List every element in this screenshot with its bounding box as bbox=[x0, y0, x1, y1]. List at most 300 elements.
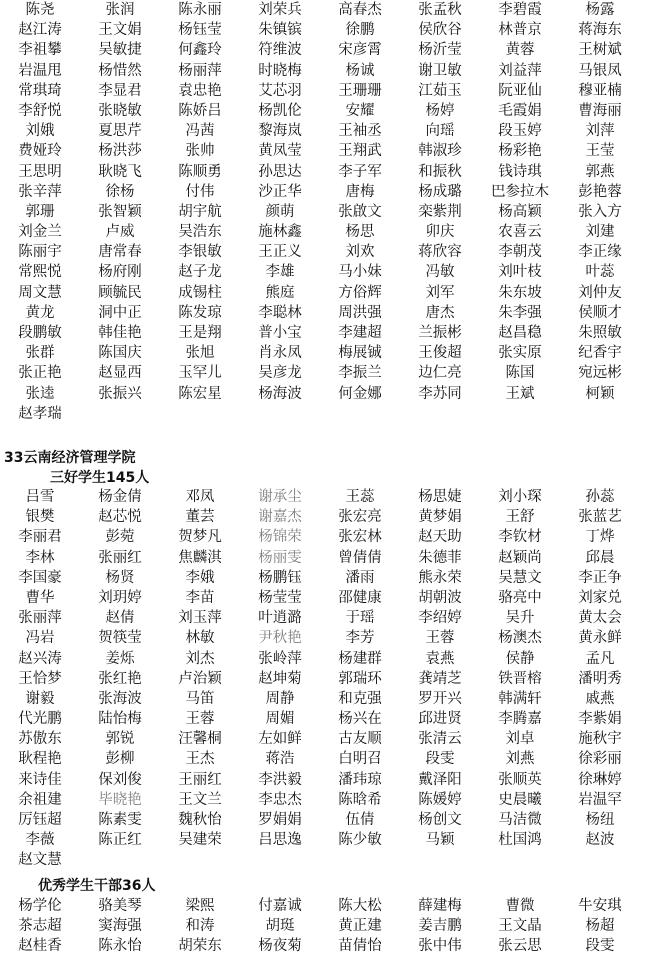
name-entry: 吴彦龙 bbox=[258, 365, 302, 382]
name-entry: 杨府刚 bbox=[98, 264, 142, 281]
name-entry: 熊庭 bbox=[265, 284, 295, 301]
name-entry: 王莹 bbox=[585, 143, 615, 160]
name-entry: 李林 bbox=[25, 549, 55, 566]
name-entry: 朱镇镔 bbox=[258, 22, 302, 39]
name-entry: 赵倩 bbox=[105, 610, 135, 627]
name-entry: 于瑶 bbox=[345, 610, 375, 627]
name-entry: 杨金倩 bbox=[98, 489, 142, 505]
name-entry: 岩温甩 bbox=[18, 62, 62, 79]
name-entry: 刘益萍 bbox=[498, 62, 542, 79]
name-entry: 李显君 bbox=[98, 82, 142, 99]
name-entry: 杨建群 bbox=[338, 650, 382, 667]
name-entry: 杨贤 bbox=[105, 569, 135, 586]
name-entry: 沙正华 bbox=[258, 183, 302, 200]
name-entry: 付伟 bbox=[185, 183, 215, 200]
name-entry: 曹华 bbox=[25, 589, 55, 606]
name-entry: 罗娟娟 bbox=[258, 812, 302, 828]
name-entry: 贺梦凡 bbox=[178, 529, 222, 546]
name-entry: 李国豪 bbox=[18, 569, 62, 586]
name-entry: 王翔武 bbox=[338, 143, 382, 160]
name-entry: 赵显西 bbox=[98, 365, 142, 382]
name-entry: 陈尧 bbox=[25, 2, 55, 18]
name-entry: 李钦材 bbox=[498, 529, 542, 546]
name-entry: 李苏同 bbox=[418, 385, 462, 402]
name-entry: 何鑫玲 bbox=[178, 42, 222, 59]
name-entry: 张旭 bbox=[185, 345, 215, 362]
name-entry: 张丽萍 bbox=[18, 610, 62, 627]
name-entry: 和振秋 bbox=[418, 163, 462, 180]
name-entry: 陈永怡 bbox=[98, 938, 142, 955]
name-entry: 周静 bbox=[265, 690, 295, 707]
name-entry: 王斌 bbox=[505, 385, 535, 402]
name-entry: 张实原 bbox=[498, 345, 542, 362]
name-entry: 孟凡 bbox=[585, 650, 615, 667]
name-entry: 施林鑫 bbox=[258, 224, 302, 241]
name-entry: 何金娜 bbox=[338, 385, 382, 402]
name-entry: 骆亮中 bbox=[498, 589, 542, 606]
name-entry: 付嘉诚 bbox=[258, 898, 302, 914]
name-entry: 张海波 bbox=[98, 690, 142, 707]
name-entry: 王是翔 bbox=[178, 325, 222, 341]
name-entry: 和涛 bbox=[185, 918, 215, 935]
name-entry: 陈媛婷 bbox=[418, 791, 462, 808]
name-entry: 唐常春 bbox=[98, 244, 142, 261]
name-entry: 吕雪 bbox=[25, 489, 55, 505]
name-entry: 杨思 bbox=[345, 224, 375, 241]
name-entry: 谢嘉杰 bbox=[258, 509, 302, 526]
name-entry: 邵健康 bbox=[338, 589, 382, 606]
name-entry: 孙思达 bbox=[258, 163, 302, 180]
name-entry: 成锡柱 bbox=[178, 284, 222, 301]
name-entry: 张宏亮 bbox=[338, 509, 382, 526]
name-entry: 陆怡梅 bbox=[98, 711, 142, 728]
name-entry: 胡珽 bbox=[265, 918, 295, 935]
name-entry: 赵芯悦 bbox=[98, 509, 142, 526]
name-entry: 常琪琦 bbox=[18, 82, 62, 99]
name-entry: 袁燕 bbox=[425, 650, 455, 667]
name-entry: 陈晗希 bbox=[338, 791, 382, 808]
name-entry: 张中伟 bbox=[418, 938, 462, 955]
name-entry: 张蓝艺 bbox=[578, 509, 622, 526]
name-entry: 李舒悦 bbox=[18, 102, 62, 119]
name-entry: 周文慧 bbox=[18, 284, 62, 301]
name-entry: 冯敏 bbox=[425, 264, 455, 281]
name-entry: 江茹玉 bbox=[418, 82, 462, 99]
name-entry: 韩佳艳 bbox=[98, 325, 142, 341]
name-entry: 叶蕊 bbox=[585, 264, 615, 281]
name-entry: 李丽君 bbox=[18, 529, 62, 546]
name-entry: 胡荣东 bbox=[178, 938, 222, 955]
name-entry: 李腾嘉 bbox=[498, 711, 542, 728]
name-entry: 张宏林 bbox=[338, 529, 382, 546]
name-entry: 刘卓 bbox=[505, 731, 535, 748]
name-entry: 姜烁 bbox=[105, 650, 135, 667]
name-entry: 刘仲友 bbox=[578, 284, 622, 301]
name-entry: 李振兰 bbox=[338, 365, 382, 382]
name-entry: 牛安琪 bbox=[578, 898, 622, 914]
name-entry: 艾芯羽 bbox=[258, 82, 302, 99]
name-entry: 普小宝 bbox=[258, 325, 302, 341]
name-entry: 张云思 bbox=[498, 938, 542, 955]
name-entry: 汪馨桐 bbox=[178, 731, 222, 748]
name-entry: 杨沂莹 bbox=[418, 42, 462, 59]
name-entry: 王蓉 bbox=[425, 630, 455, 647]
name-entry: 潘雨 bbox=[345, 569, 375, 586]
name-entry: 徐杨 bbox=[105, 183, 135, 200]
name-entry: 杨洪莎 bbox=[98, 143, 142, 160]
name-entry: 吕思逸 bbox=[258, 832, 302, 849]
name-entry: 黄梦娟 bbox=[418, 509, 462, 526]
name-entry: 刘荣兵 bbox=[258, 2, 302, 18]
name-entry: 古友顺 bbox=[338, 731, 382, 748]
name-entry: 胡朝波 bbox=[418, 589, 462, 606]
name-entry: 赵子龙 bbox=[178, 264, 222, 281]
name-entry: 姜吉鹏 bbox=[418, 918, 462, 935]
name-entry: 吴慧文 bbox=[498, 569, 542, 586]
name-entry: 李忠杰 bbox=[258, 791, 302, 808]
name-entry: 张逵 bbox=[25, 385, 55, 402]
name-entry: 蒋浩 bbox=[265, 751, 295, 768]
name-entry: 杨婷 bbox=[425, 102, 455, 119]
name-entry: 王杰 bbox=[185, 751, 215, 768]
name-entry: 兰振彬 bbox=[418, 325, 462, 341]
name-entry: 茶志超 bbox=[18, 918, 62, 935]
name-entry: 杨莹莹 bbox=[258, 589, 302, 606]
name-entry: 谢卫敏 bbox=[418, 62, 462, 79]
name-entry: 卯庆 bbox=[425, 224, 455, 241]
name-entry: 赵波 bbox=[585, 832, 615, 849]
name-entry: 杨丽雯 bbox=[258, 549, 302, 566]
name-entry: 郭燕 bbox=[585, 163, 615, 180]
name-entry: 林普京 bbox=[498, 22, 542, 39]
name-entry: 邱进贤 bbox=[418, 711, 462, 728]
name-entry: 张红艳 bbox=[98, 670, 142, 687]
name-entry: 张正艳 bbox=[18, 365, 62, 382]
name-entry: 潘玮琼 bbox=[338, 771, 382, 788]
name-entry: 徐鹏 bbox=[345, 22, 375, 39]
name-entry: 蒋欣容 bbox=[418, 244, 462, 261]
name-entry: 张岭萍 bbox=[258, 650, 302, 667]
name-entry: 铁晋榕 bbox=[498, 670, 542, 687]
name-entry: 王恰梦 bbox=[18, 670, 62, 687]
name-entry: 毛霞娟 bbox=[498, 102, 542, 119]
name-entry: 赵颖尚 bbox=[498, 549, 542, 566]
name-entry: 曾倩倩 bbox=[338, 549, 382, 566]
name-entry: 段玉婷 bbox=[498, 123, 542, 140]
name-entry: 周媚 bbox=[265, 711, 295, 728]
name-entry: 吴浩东 bbox=[178, 224, 222, 241]
name-entry: 卢威 bbox=[105, 224, 135, 241]
name-entry: 马银凤 bbox=[578, 62, 622, 79]
name-entry: 曹微 bbox=[505, 898, 535, 914]
name-entry: 穆亚楠 bbox=[578, 82, 622, 99]
name-entry: 代光鹏 bbox=[18, 711, 62, 728]
name-entry: 银樊 bbox=[25, 509, 55, 526]
name-entry: 杨锦荣 bbox=[258, 529, 302, 546]
name-entry: 冯茜 bbox=[185, 123, 215, 140]
name-entry: 安耀 bbox=[345, 102, 375, 119]
name-entry: 符维波 bbox=[258, 42, 302, 59]
name-entry: 杨海波 bbox=[258, 385, 302, 402]
name-entry: 张清云 bbox=[418, 731, 462, 748]
name-entry: 潘明秀 bbox=[578, 670, 622, 687]
name-entry: 黎海岚 bbox=[258, 123, 302, 140]
name-entry: 熊永荣 bbox=[418, 569, 462, 586]
name-entry: 朱东坡 bbox=[498, 284, 542, 301]
name-entry: 王文兰 bbox=[178, 791, 222, 808]
name-entry: 赵孝瑞 bbox=[18, 405, 62, 422]
name-entry: 刘金兰 bbox=[18, 224, 62, 241]
name-entry: 王正义 bbox=[258, 244, 302, 261]
name-entry: 朱照敏 bbox=[578, 325, 622, 341]
name-entry: 陈大松 bbox=[338, 898, 382, 914]
name-entry: 侯欣谷 bbox=[418, 22, 462, 39]
name-entry: 罗开兴 bbox=[418, 690, 462, 707]
name-entry: 陈发琼 bbox=[178, 304, 222, 321]
name-entry: 冯岩 bbox=[25, 630, 55, 647]
name-entry: 王蕊 bbox=[345, 489, 375, 505]
college-heading: 33云南经济管理学院 bbox=[4, 450, 136, 466]
name-entry: 黄蓉 bbox=[505, 42, 535, 59]
name-entry: 杨凯伦 bbox=[258, 102, 302, 119]
name-entry: 叶逍潞 bbox=[258, 610, 302, 627]
name-entry: 段雯 bbox=[425, 751, 455, 768]
name-entry: 王丽红 bbox=[178, 771, 222, 788]
name-entry: 时晓梅 bbox=[258, 62, 302, 79]
name-entry: 赵桂香 bbox=[18, 938, 62, 955]
name-entry: 陈素雯 bbox=[98, 812, 142, 828]
name-entry: 王俊超 bbox=[418, 345, 462, 362]
name-entry: 李聪林 bbox=[258, 304, 302, 321]
name-entry: 赵文慧 bbox=[18, 852, 62, 869]
name-entry: 高春杰 bbox=[338, 2, 382, 18]
name-entry: 徐琳婷 bbox=[578, 771, 622, 788]
name-entry: 刘家兑 bbox=[578, 589, 622, 606]
name-entry: 李雄 bbox=[265, 264, 295, 281]
excellent-cadres-list bbox=[0, 896, 640, 957]
name-entry: 夏思芹 bbox=[98, 123, 142, 140]
name-entry: 彭柳 bbox=[105, 751, 135, 768]
name-entry: 张晓敏 bbox=[98, 102, 142, 119]
name-entry: 李祖攀 bbox=[18, 42, 62, 59]
name-entry: 黄正建 bbox=[338, 918, 382, 935]
name-entry: 张丽红 bbox=[98, 549, 142, 566]
name-entry: 薛建梅 bbox=[418, 898, 462, 914]
name-entry: 张辛萍 bbox=[18, 183, 62, 200]
three-good-students-list bbox=[0, 487, 640, 871]
name-entry: 杨彩艳 bbox=[498, 143, 542, 160]
name-entry: 彭菀 bbox=[105, 529, 135, 546]
name-entry: 赵天助 bbox=[418, 529, 462, 546]
name-entry: 黄龙 bbox=[25, 304, 55, 321]
name-entry: 王珊珊 bbox=[338, 82, 382, 99]
name-entry: 蒋海东 bbox=[578, 22, 622, 39]
name-entry: 刘叶枝 bbox=[498, 264, 542, 281]
name-entry: 白明召 bbox=[338, 751, 382, 768]
name-entry: 陈正红 bbox=[98, 832, 142, 849]
name-entry: 钱诗琪 bbox=[498, 163, 542, 180]
name-entry: 洞中正 bbox=[98, 304, 142, 321]
name-entry: 吴升 bbox=[505, 610, 535, 627]
name-entry: 张入方 bbox=[578, 203, 622, 220]
name-entry: 刘建 bbox=[585, 224, 615, 241]
name-entry: 韩淑珍 bbox=[418, 143, 462, 160]
name-entry: 董芸 bbox=[185, 509, 215, 526]
name-entry: 侯顺才 bbox=[578, 304, 622, 321]
name-entry: 巴参拉木 bbox=[491, 183, 549, 200]
name-entry: 马小妹 bbox=[338, 264, 382, 281]
name-entry: 刘玥婷 bbox=[98, 589, 142, 606]
name-entry: 费娅玲 bbox=[18, 143, 62, 160]
name-entry: 韩满轩 bbox=[498, 690, 542, 707]
name-entry: 李芳 bbox=[345, 630, 375, 647]
name-entry: 刘燕 bbox=[505, 751, 535, 768]
name-entry: 赵昌稳 bbox=[498, 325, 542, 341]
name-entry: 陈顺勇 bbox=[178, 163, 222, 180]
name-entry: 林敏 bbox=[185, 630, 215, 647]
name-entry: 刘玉萍 bbox=[178, 610, 222, 627]
name-entry: 孙蕊 bbox=[585, 489, 615, 505]
name-entry: 贺筷莹 bbox=[98, 630, 142, 647]
name-entry: 刘杰 bbox=[185, 650, 215, 667]
name-entry: 杨夜菊 bbox=[258, 938, 302, 955]
name-entry: 王树斌 bbox=[578, 42, 622, 59]
name-entry: 玉罕儿 bbox=[178, 365, 222, 382]
name-entry: 李娥 bbox=[185, 569, 215, 586]
name-entry: 肖永凤 bbox=[258, 345, 302, 362]
name-entry: 李正缘 bbox=[578, 244, 622, 261]
name-entry: 杨露 bbox=[585, 2, 615, 18]
name-entry: 苏傲东 bbox=[18, 731, 62, 748]
name-entry: 张振兴 bbox=[98, 385, 142, 402]
name-entry: 李薇 bbox=[25, 832, 55, 849]
name-entry: 唐杰 bbox=[425, 304, 455, 321]
name-entry: 杨成璐 bbox=[418, 183, 462, 200]
name-entry: 李银敏 bbox=[178, 244, 222, 261]
name-entry: 马颖 bbox=[425, 832, 455, 849]
name-entry: 张帅 bbox=[185, 143, 215, 160]
name-entry: 侯静 bbox=[505, 650, 535, 667]
name-entry: 杨鹏钰 bbox=[258, 569, 302, 586]
name-entry: 尹秋艳 bbox=[258, 630, 302, 647]
name-entry: 黄凤莹 bbox=[258, 143, 302, 160]
name-entry: 吴敏捷 bbox=[98, 42, 142, 59]
name-entry: 王袖丞 bbox=[338, 123, 382, 140]
name-entry: 来诗佳 bbox=[18, 771, 62, 788]
name-entry: 赵坤菊 bbox=[258, 670, 302, 687]
name-entry: 郭锐 bbox=[105, 731, 135, 748]
name-entry: 杨学伦 bbox=[18, 898, 62, 914]
name-entry: 农喜云 bbox=[498, 224, 542, 241]
name-entry: 李苗 bbox=[185, 589, 215, 606]
name-entry: 陈娇吕 bbox=[178, 102, 222, 119]
name-entry: 马洁微 bbox=[498, 812, 542, 828]
name-entry: 王蓉 bbox=[185, 711, 215, 728]
name-entry: 杨惜然 bbox=[98, 62, 142, 79]
name-entry: 苗倩怡 bbox=[338, 938, 382, 955]
name-entry: 杨兴在 bbox=[338, 711, 382, 728]
name-entry: 郭珊 bbox=[25, 203, 55, 220]
name-entry: 顾毓民 bbox=[98, 284, 142, 301]
name-entry: 赵江涛 bbox=[18, 22, 62, 39]
name-entry: 杨高颖 bbox=[498, 203, 542, 220]
name-entry: 王文娟 bbox=[98, 22, 142, 39]
excellent-cadres-heading: 优秀学生干部36人 bbox=[38, 878, 156, 894]
name-entry: 曹海丽 bbox=[578, 102, 622, 119]
name-entry: 陈国 bbox=[505, 365, 535, 382]
name-entry: 黄太会 bbox=[578, 610, 622, 627]
name-entry: 余祖建 bbox=[18, 791, 62, 808]
name-entry: 张顺英 bbox=[498, 771, 542, 788]
name-entry: 邱晨 bbox=[585, 549, 615, 566]
name-entry: 张智颖 bbox=[98, 203, 142, 220]
name-entry: 刘军 bbox=[425, 284, 455, 301]
name-entry: 黄永鲜 bbox=[578, 630, 622, 647]
name-entry: 张群 bbox=[25, 345, 55, 362]
name-entry: 柯颖 bbox=[585, 385, 615, 402]
name-entry: 陈永丽 bbox=[178, 2, 222, 18]
name-entry: 戚燕 bbox=[585, 690, 615, 707]
name-entry: 杨纽 bbox=[585, 812, 615, 828]
name-entry: 纪香宇 bbox=[578, 345, 622, 362]
name-entry: 李洪毅 bbox=[258, 771, 302, 788]
name-entry: 丁烨 bbox=[585, 529, 615, 546]
name-entry: 张润 bbox=[105, 2, 135, 18]
name-entry: 李朝茂 bbox=[498, 244, 542, 261]
name-entry: 岩温罕 bbox=[578, 791, 622, 808]
name-entry: 赵兴涛 bbox=[18, 650, 62, 667]
name-entry: 陈丽宇 bbox=[18, 244, 62, 261]
name-entry: 陈宏星 bbox=[178, 385, 222, 402]
name-entry: 和克强 bbox=[338, 690, 382, 707]
name-entry: 段雯 bbox=[585, 938, 615, 955]
name-entry: 李碧霞 bbox=[498, 2, 542, 18]
name-entry: 陈国庆 bbox=[98, 345, 142, 362]
name-entry: 杨思婕 bbox=[418, 489, 462, 505]
name-entry: 保刘俊 bbox=[98, 771, 142, 788]
name-entry: 马笛 bbox=[185, 690, 215, 707]
name-entry: 唐梅 bbox=[345, 183, 375, 200]
name-entry: 周洪强 bbox=[338, 304, 382, 321]
name-entry: 王文晶 bbox=[498, 918, 542, 935]
name-entry: 左如鲜 bbox=[258, 731, 302, 748]
name-entry: 颜萌 bbox=[265, 203, 295, 220]
name-entry: 宛远彬 bbox=[578, 365, 622, 382]
three-good-students-heading: 三好学生145人 bbox=[50, 470, 150, 486]
name-entry: 杨创文 bbox=[418, 812, 462, 828]
name-entry: 杨澳杰 bbox=[498, 630, 542, 647]
name-entry: 杨丽萍 bbox=[178, 62, 222, 79]
name-entry: 向瑶 bbox=[425, 123, 455, 140]
name-entry: 刘娥 bbox=[25, 123, 55, 140]
name-entry: 杨超 bbox=[585, 918, 615, 935]
name-entry: 王思明 bbox=[18, 163, 62, 180]
name-entry: 厉钰超 bbox=[18, 812, 62, 828]
name-entry: 谢承尘 bbox=[258, 489, 302, 505]
name-entry: 方俗辉 bbox=[338, 284, 382, 301]
name-entry: 彭艳蓉 bbox=[578, 183, 622, 200]
name-entry: 窦海强 bbox=[98, 918, 142, 935]
name-entry: 郭瑞环 bbox=[338, 670, 382, 687]
name-entry: 李绍婷 bbox=[418, 610, 462, 627]
name-entry: 邓凤 bbox=[185, 489, 215, 505]
name-entry: 梅展铖 bbox=[338, 345, 382, 362]
name-entry: 阮亚仙 bbox=[498, 82, 542, 99]
name-entry: 焦麟淇 bbox=[178, 549, 222, 566]
name-entry: 徐彩丽 bbox=[578, 751, 622, 768]
name-entry: 朱德菲 bbox=[418, 549, 462, 566]
name-entry: 常熙悦 bbox=[18, 264, 62, 281]
